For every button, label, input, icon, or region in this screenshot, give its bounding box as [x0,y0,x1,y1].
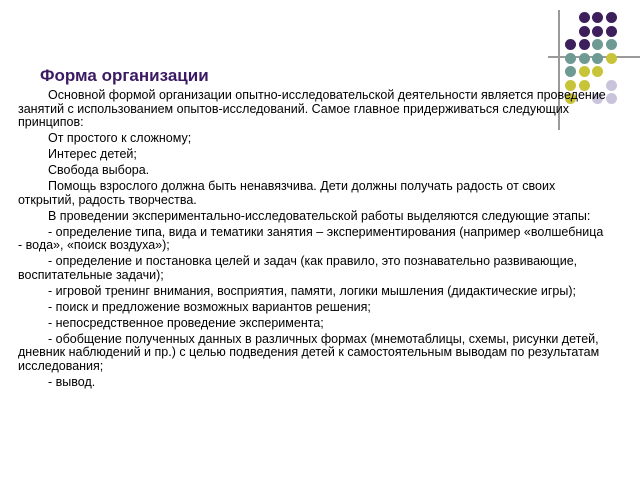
decorative-dot [579,66,590,77]
decorative-dot [565,39,576,50]
decorative-dot [579,26,590,37]
decorative-dot [606,80,617,91]
decorative-dot [592,26,603,37]
decorative-dot [565,53,576,64]
principle-simple-to-complex: От простого к сложному; [48,131,192,145]
paragraph-adult-help: Помощь взрослого должна быть ненавязчива. Дети должны получать радость от своих открытий, радость творчества. [18,179,556,207]
decorative-dot [592,12,603,23]
decorative-dot [565,66,576,77]
decorative-dot [606,26,617,37]
decorative-dot [579,12,590,23]
paragraph-intro: Основной формой организации опытно-исследовательской деятельности является проведение занятий с использованием опытов-исследований. Самое главное придерживаться следующих принципов: [18,88,606,129]
slide-title: Форма организации [40,66,209,85]
decorative-dot [606,12,617,23]
principle-freedom-of-choice: Свобода выбора. [48,163,150,177]
decorative-dot [592,39,603,50]
stage-item-goals: - определение и постановка целей и задач (как правило, это познавательно развивающие, воспитательные задачи); [18,254,578,282]
decorative-dot [606,53,617,64]
stage-item-training: - игровой тренинг внимания, восприятия, памяти, логики мышления (дидактические игры); [48,283,576,298]
paragraph-stages-intro: В проведении экспериментально-исследовательской работы выделяются следующие этапы: [48,208,591,223]
decorative-dot [592,53,603,64]
decorative-dot [606,39,617,50]
stage-item-search: - поиск и предложение возможных вариантов решения; [48,299,371,314]
decorative-dot [592,66,603,77]
stage-item-experiment: - непосредственное проведение эксперимента; [48,315,324,330]
decorative-dot [579,53,590,64]
stage-item-summary: - обобщение полученных данных в различных формах (мнемотаблицы, схемы, рисунки детей, дневник наблюдений и пр.) с целью подведения детей к самостоятельным выводам по результатам исследования; [18,331,600,373]
stage-item-conclusion: - вывод. [48,374,96,389]
decorative-dot [606,93,617,104]
decorative-dot [579,39,590,50]
slide-body [18,89,606,392]
stage-item-type: - определение типа, вида и тематики занятия – экспериментирования (например «волшебница - вода», «поиск воздуха»); [18,224,604,252]
principle-children-interest: Интерес детей; [48,147,137,161]
